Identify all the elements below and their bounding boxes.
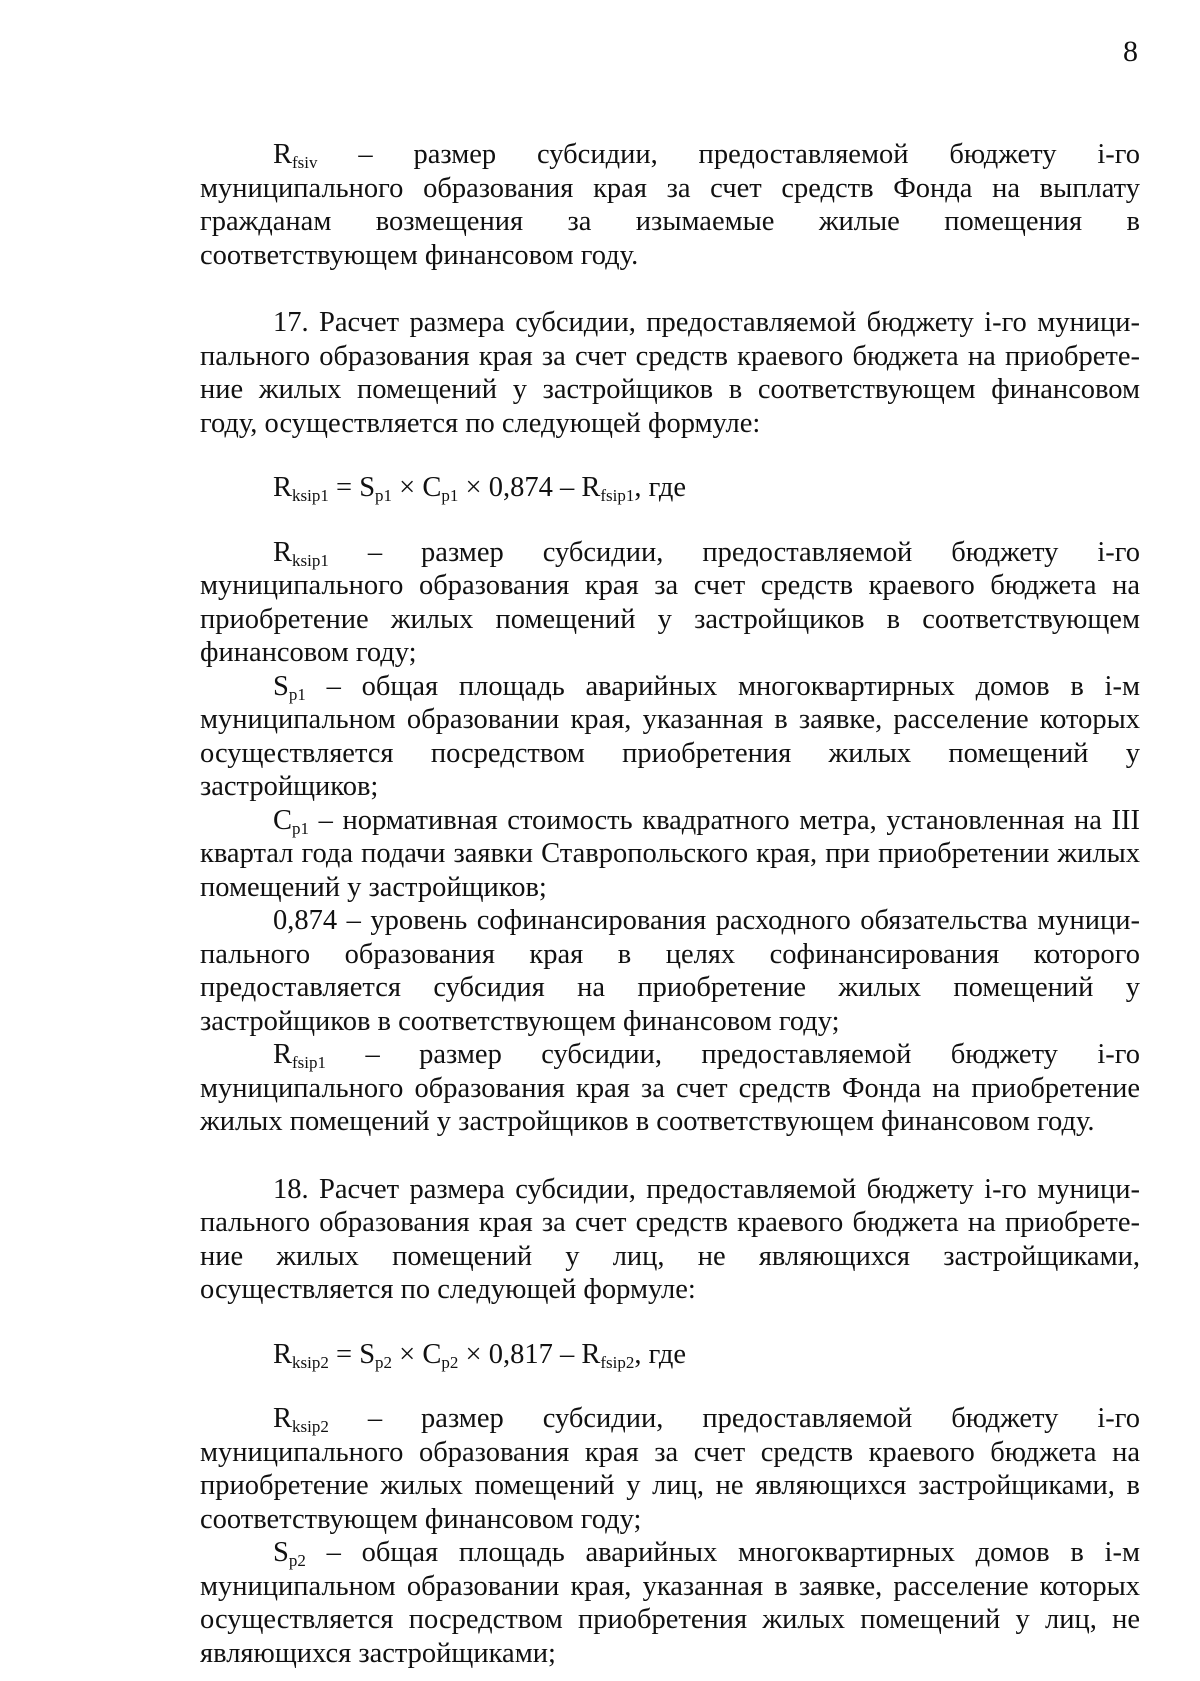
definition-rfsiv: $R_{fsiv}$ – размер субсидии, предоставляемой бюджету і-го муниципального образования края за счет средств Фонда на выплату гражданам возмещения за изымаемые жилые помещения в соответствующем финансовом году. bbox=[200, 139, 1140, 271]
definition-rksip1: $R_{ksip1}$ – размер субсидии, предоставляемой бюджету і-го муниципального образования края за счет средств краевого бюджета на приобретение жилых помещений у застройщиков в соответствующем финансовом году; bbox=[200, 536, 1140, 668]
definition-cp1: $C_{p1}$ – нормативная стоимость квадратного метра, установленная на III квартал года подачи заявки Ставропольского края, при приобретении жилых помещений у застройщиков; bbox=[200, 804, 1140, 903]
definition-0874: 0,874 – уровень софинансирования расходного обязательства муниципального образования края в целях софинансирования которого предоставляется субсидия на приобретение жилых помещений у застройщиков в соответствующем финансовом году; bbox=[200, 905, 1140, 1037]
symbol: $R_{fsiv}$ bbox=[273, 139, 318, 172]
definition-rksip2: $R_{ksip2}$ – размер субсидии, предоставляемой бюджету і-го муниципального образования края за счет средств краевого бюджета на приобретение жилых помещений у лиц, не являющихся застройщиками, в соответствующем финансовом году; bbox=[200, 1403, 1140, 1535]
section-17-intro: 17. Расчет размера субсидии, предоставляемой бюджету і-го муниципального образования края за счет средств краевого бюджета на приобретение жилых помещений у застройщиков в соответствующем финансовом году, осуществляется по следующей формуле: bbox=[200, 307, 1140, 439]
definition-rfsip1: $R_{fsip1}$ – размер субсидии, предоставляемой бюджету і-го муниципального образования края за счет средств Фонда на приобретение жилых помещений у застройщиков в соответствующем финансовом году. bbox=[200, 1039, 1140, 1137]
page-number: 8 bbox=[1123, 35, 1138, 68]
formula-17: $R_{ksip1} = S_{p1} \times C_{p1} \times 0,874 - R_{fsip1}$, где bbox=[273, 472, 687, 505]
definition-sp1: $S_{p1}$ – общая площадь аварийных многоквартирных домов в і-м муниципальном образовании края, указанная в заявке, расселение которых осуществляется посредством приобретения жилых помещений у застройщиков; bbox=[200, 670, 1140, 802]
definition-sp2: $S_{p2}$ – общая площадь аварийных многоквартирных домов в і-м муниципальном образовании края, указанная в заявке, расселение которых осуществляется посредством приобретения жилых помещений у лиц, не являющихся застройщиками; bbox=[200, 1537, 1140, 1669]
formula-18: $R_{ksip2} = S_{p2} \times C_{p2} \times 0,817 - R_{fsip2}$, где bbox=[273, 1338, 687, 1372]
document-body bbox=[200, 138, 1140, 1670]
section-18-intro: 18. Расчет размера субсидии, предоставляемой бюджету і-го муниципального образования края за счет средств краевого бюджета на приобретение жилых помещений у лиц, не являющихся застройщиками, осуществляется по следующей формуле: bbox=[200, 1173, 1140, 1305]
